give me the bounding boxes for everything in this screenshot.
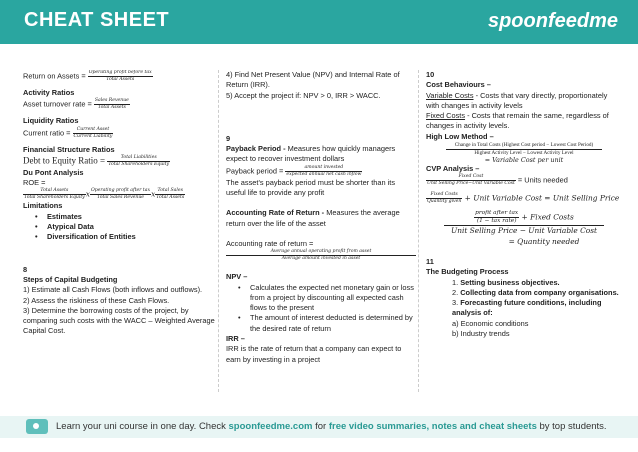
npv-list	[238, 283, 416, 334]
footer-site-link[interactable]: spoonfeedme.com	[228, 421, 313, 432]
limitations-heading: Limitations	[23, 201, 63, 211]
list-item: • The amount of interest deducted is determined by the desired rate of return	[238, 313, 416, 334]
dupont-heading: Du Pont Analysis	[23, 167, 84, 177]
limitations-list	[35, 212, 219, 243]
list-item: 3. Forecasting future conditions, including analysis of:	[452, 298, 602, 318]
column-divider	[418, 70, 419, 392]
arr-label: Accounting rate of return =	[226, 238, 314, 248]
financial-structure-heading: Financial Structure Ratios	[23, 144, 115, 154]
activity-heading: Activity Ratios	[23, 88, 75, 97]
brand-logo[interactable]: spoonfeedme	[487, 10, 618, 32]
cr-fraction: Current Asset Current Liability	[73, 126, 113, 139]
step-line: 3) Determine the borrowing costs of the project, by comparing such costs with the WACC – Weighted Average Capital Cost.	[23, 305, 215, 336]
page-title: CHEAT SHEET	[24, 9, 170, 31]
section-number: 11	[426, 256, 434, 266]
header-banner	[0, 0, 638, 44]
der-fraction: Total Liabilities Total Shareholders Equity	[108, 154, 170, 167]
cr-label: Current ratio =	[23, 128, 73, 138]
cvp-heading: CVP Analysis –	[426, 164, 480, 174]
column-2	[226, 70, 416, 365]
arr-definition: Accounting Rate of Return - Measures the average return over the life of the asset	[226, 208, 400, 228]
cvp-formula-1: Fixed Cost Unit Selling Price−Unit Variable Cost = Units needed	[427, 174, 568, 187]
column-3	[426, 70, 622, 339]
payback-definition: Payback Period - Measures how quickly managers expect to recover investment dollars	[226, 144, 396, 164]
pp-label: Payback period =	[226, 166, 286, 176]
roa-label: Return on Assets =	[23, 71, 88, 81]
payback-note: The asset's payback period must be shorter than its useful life to provide any profit	[226, 177, 396, 198]
payback-formula	[226, 165, 416, 178]
roa-fraction: Operating profit before tax Total Assets	[88, 70, 152, 82]
npv-heading: NPV –	[226, 272, 248, 282]
asset-turnover-formula	[23, 98, 219, 111]
list-item: a) Economic conditions	[452, 318, 529, 328]
cost-behaviours-heading: Cost Behaviours –	[426, 80, 491, 90]
high-low-formula: Change in Total Costs (Highest Cost period − Lowest Cost Period) Highest Activity Level − Lowest Activity Level = Variable Cost per unit	[426, 142, 622, 164]
cvp-formula-3: profit after tax (1 − tax rate) + Fixed Costs Unit Selling Price − Unit Variable Cost = Quantity needed	[426, 210, 622, 247]
pp-fraction: amount invested expected annual net cash inflow	[286, 164, 362, 177]
step-line: 1) Estimate all Cash Flows (both inflows and outflows).	[23, 285, 203, 295]
list-item: • Diversification of Entities	[35, 232, 219, 242]
cvp-formula-2: Fixed Costs Quantity given + Unit Variable Cost = Unit Selling Price	[427, 192, 620, 205]
roe-fraction-1: Total Assets Total Shareholders Equity	[24, 188, 85, 201]
video-icon	[26, 419, 48, 434]
list-item: • Estimates	[35, 212, 219, 222]
section-number: 8	[23, 264, 28, 274]
step-line: 4) Find Net Present Value (NPV) and Internal Rate of Return (IRR).	[226, 70, 400, 90]
liquidity-heading: Liquidity Ratios	[23, 116, 79, 126]
step-line: 5) Accept the project if: NPV > 0, IRR > WACC.	[226, 90, 381, 100]
footer-text: Learn your uni course in one day. Check spoonfeedme.com for free video summaries, notes and cheat sheets by top students.	[56, 421, 607, 432]
current-ratio-formula	[23, 127, 219, 140]
fixed-costs-definition: Fixed Costs - Costs that remain the same, regardless of changes in activity levels.	[426, 111, 609, 131]
list-item: b) Industry trends	[452, 329, 510, 339]
list-item: • Calculates the expected net monetary gain or loss from a project by discounting all expected cash flows to the present	[238, 283, 416, 314]
footer-banner	[0, 416, 638, 438]
irr-text: IRR is the rate of return that a company can expect to earn by investing in a project	[226, 344, 402, 364]
section-number: 10	[426, 70, 435, 79]
list-item: 1. Setting business objectives.	[452, 277, 560, 287]
column-1	[23, 70, 219, 400]
roe-fraction-2: Operating profit after tax Total Sales Revenue	[90, 188, 151, 201]
capital-budgeting-heading: Steps of Capital Budgeting	[23, 274, 118, 284]
arr-fraction: Average annual operating profit from asset Average amount invested in asset	[226, 249, 416, 262]
ato-fraction: Sales Revenue Total Assets	[94, 98, 129, 111]
roe-fraction-3: Total Sales Total Assets	[156, 188, 185, 201]
list-item: 2. Collecting data from company organisations.	[452, 287, 619, 297]
budgeting-heading: The Budgeting Process	[426, 267, 509, 277]
high-low-heading: High Low Method –	[426, 131, 494, 141]
roa-formula	[23, 70, 219, 83]
variable-costs-definition: Variable Costs - Costs that vary directly, proportionately with changes in activity levels	[426, 90, 608, 110]
roe-label: ROE =	[23, 178, 46, 188]
list-item: • Atypical Data	[35, 222, 219, 232]
section-number: 9	[226, 133, 231, 143]
der-label: Debt to Equity Ratio =	[23, 155, 108, 166]
step-line: 2) Assess the riskiness of these Cash Flows.	[23, 295, 170, 305]
roe-formula: Total Assets Total Shareholders Equity x Operating profit after tax Total Sales Revenue x Total Sales Total Assets	[24, 188, 185, 201]
ato-label: Asset turnover rate =	[23, 99, 94, 109]
debt-equity-formula	[23, 155, 219, 168]
irr-heading: IRR –	[226, 334, 245, 344]
